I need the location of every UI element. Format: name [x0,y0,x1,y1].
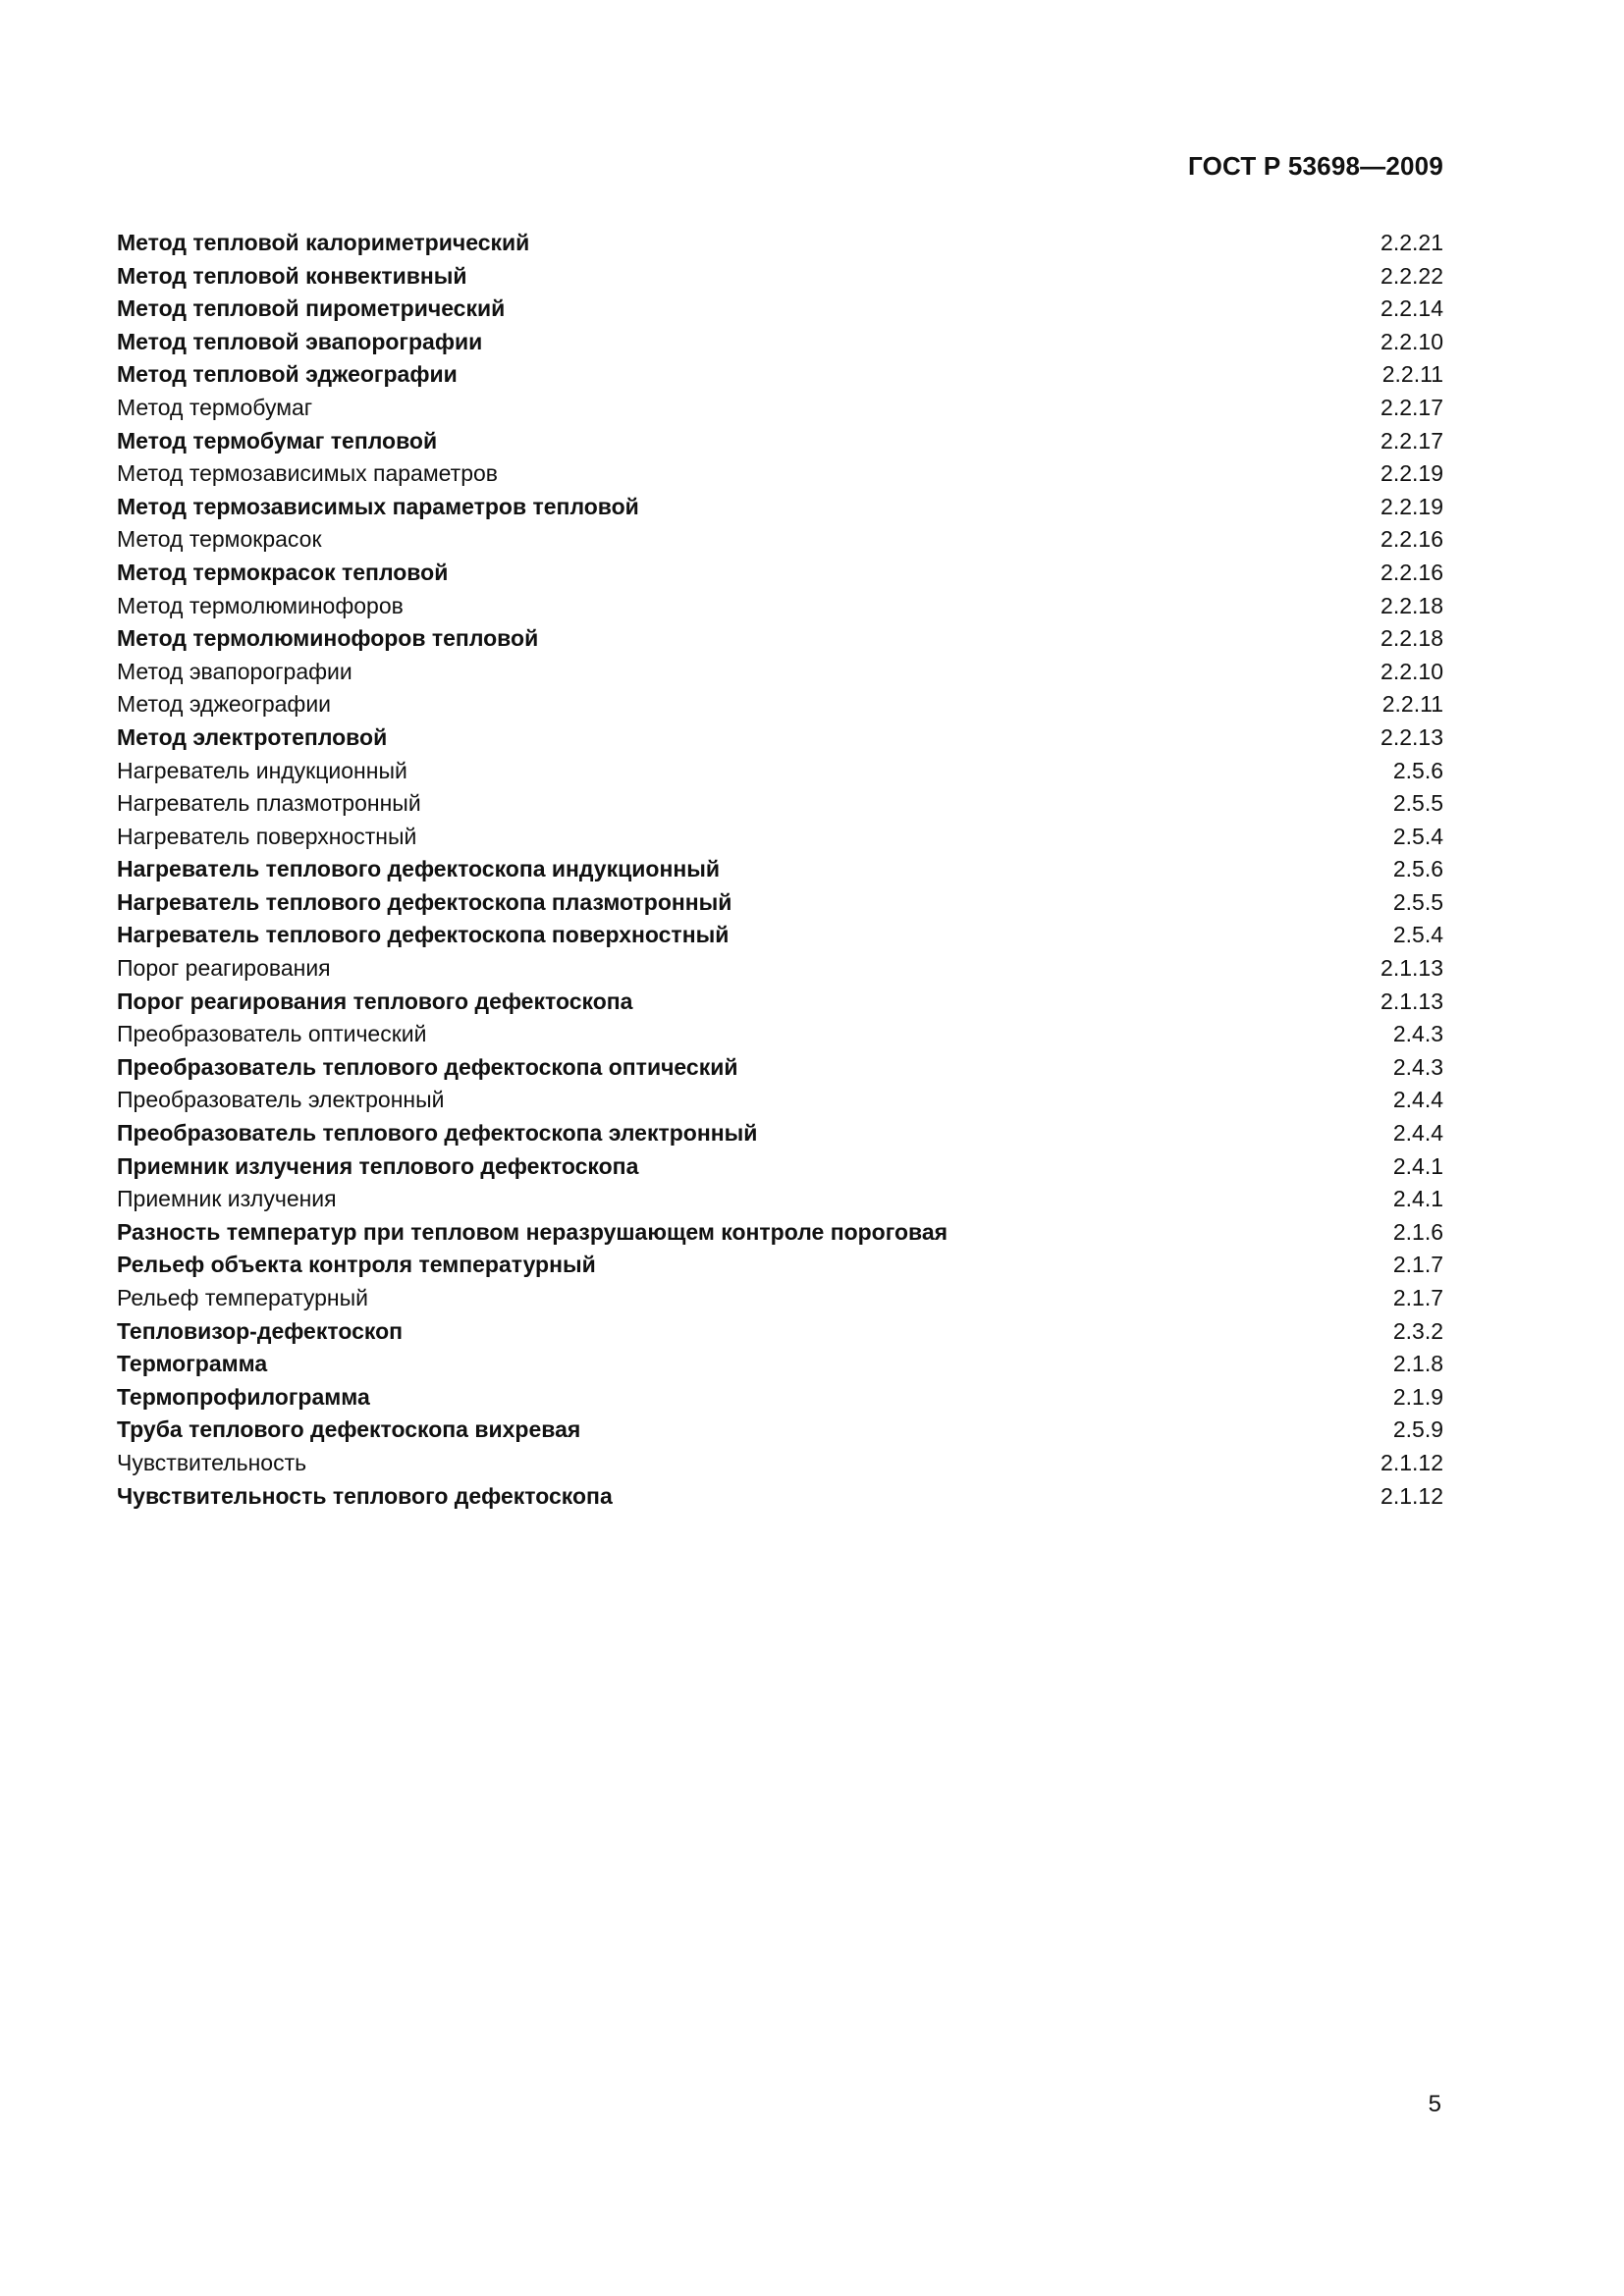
index-term: Метод термолюминофоров [117,592,404,618]
index-clause-ref: 2.1.9 [1392,1383,1443,1410]
index-term: Метод эджеографии [117,691,332,718]
index-clause-ref: 2.2.17 [1380,394,1443,420]
index-clause-ref: 2.2.16 [1380,526,1443,553]
index-clause-ref: 2.1.8 [1392,1351,1443,1377]
index-entry [117,787,1443,821]
index-clause-ref: 2.2.10 [1380,328,1443,354]
index-clause-ref: 2.2.17 [1380,427,1443,454]
index-term: Нагреватель теплового дефектоскопа поверхностный [117,922,730,948]
index-entry [117,1480,1443,1514]
index-term: Приемник излучения [117,1186,337,1212]
index-clause-ref: 2.5.4 [1392,922,1443,948]
index-term: Порог реагирования теплового дефектоскопа [117,988,633,1014]
index-term: Метод термозависимых параметров [117,460,499,487]
index-clause-ref: 2.1.12 [1380,1449,1443,1475]
index-term: Труба теплового дефектоскопа вихревая [117,1416,581,1443]
index-entry [117,886,1443,920]
index-term: Метод термокрасок тепловой [117,559,449,585]
index-clause-ref: 2.4.1 [1392,1152,1443,1179]
index-entry [117,919,1443,952]
index-clause-ref: 2.5.5 [1392,888,1443,915]
index-clause-ref: 2.2.13 [1380,723,1443,750]
index-clause-ref: 2.1.12 [1380,1482,1443,1509]
index-term: Метод термобумаг [117,394,313,420]
index-entry [117,853,1443,886]
index-entry [117,821,1443,854]
index-entry [117,1150,1443,1184]
index-term: Нагреватель теплового дефектоскопа плазмотронный [117,888,732,915]
index-term: Нагреватель поверхностный [117,823,417,849]
index-term: Тепловизор-дефектоскоп [117,1317,404,1344]
index-entry [117,590,1443,623]
index-clause-ref: 2.4.1 [1392,1186,1443,1212]
index-term: Чувствительность теплового дефектоскопа [117,1482,613,1509]
index-clause-ref: 2.5.6 [1392,757,1443,783]
index-clause-ref: 2.2.21 [1380,230,1443,255]
index-entry [117,425,1443,458]
index-entry [117,952,1443,986]
index-entry [117,721,1443,755]
alphabetical-index-list [117,227,1443,1513]
index-term: Метод тепловой конвективный [117,262,467,289]
document-code-header: ГОСТ Р 53698—2009 [1188,151,1443,181]
index-term: Преобразователь оптический [117,1021,427,1047]
index-clause-ref: 2.2.19 [1380,460,1443,487]
index-clause-ref: 2.4.3 [1392,1021,1443,1047]
index-clause-ref: 2.1.7 [1392,1252,1443,1278]
index-clause-ref: 2.4.3 [1392,1053,1443,1080]
index-term: Преобразователь теплового дефектоскопа электронный [117,1120,758,1147]
index-term: Метод термокрасок [117,526,322,553]
index-clause-ref: 2.2.11 [1381,691,1443,718]
index-clause-ref: 2.1.13 [1380,988,1443,1014]
index-entry [117,358,1443,392]
index-term: Метод тепловой эвапорографии [117,328,483,354]
index-entry [117,1348,1443,1381]
index-entry [117,1216,1443,1250]
index-entry [117,1315,1443,1349]
index-entry [117,1249,1443,1282]
index-clause-ref: 2.5.9 [1392,1416,1443,1443]
index-term: Нагреватель теплового дефектоскопа индукционный [117,856,721,882]
index-term: Рельеф температурный [117,1285,368,1310]
index-term: Метод тепловой калориметрический [117,230,530,255]
index-term: Метод тепловой пирометрический [117,295,506,322]
index-entry [117,622,1443,656]
index-entry [117,392,1443,425]
index-clause-ref: 2.2.19 [1380,493,1443,519]
index-clause-ref: 2.5.4 [1392,823,1443,849]
index-term: Нагреватель индукционный [117,757,407,783]
index-clause-ref: 2.1.6 [1392,1218,1443,1245]
index-entry [117,1447,1443,1480]
index-term: Рельеф объекта контроля температурный [117,1252,596,1278]
index-clause-ref: 2.3.2 [1392,1317,1443,1344]
index-clause-ref: 2.2.18 [1380,592,1443,618]
index-entry [117,457,1443,491]
index-term: Термограмма [117,1351,268,1377]
index-entry [117,491,1443,524]
index-entry [117,1084,1443,1117]
index-term: Метод термобумаг тепловой [117,427,438,454]
index-term: Нагреватель плазмотронный [117,790,421,817]
index-clause-ref: 2.2.18 [1380,625,1443,652]
index-term: Метод эвапорографии [117,658,352,684]
index-term: Разность температур при тепловом неразрушающем контроле пороговая [117,1218,948,1245]
index-clause-ref: 2.5.5 [1392,790,1443,817]
index-entry [117,260,1443,294]
index-term: Преобразователь электронный [117,1087,445,1113]
index-entry [117,1414,1443,1447]
index-entry [117,755,1443,788]
index-entry [117,523,1443,557]
index-entry [117,1117,1443,1150]
index-clause-ref: 2.2.14 [1380,295,1443,322]
index-entry [117,688,1443,721]
index-clause-ref: 2.2.22 [1380,262,1443,289]
index-term: Термопрофилограмма [117,1383,370,1410]
index-term: Метод электротепловой [117,723,388,750]
index-entry [117,326,1443,359]
index-entry [117,557,1443,590]
index-entry [117,293,1443,326]
index-term: Чувствительность [117,1449,307,1475]
index-term: Метод тепловой эджеографии [117,361,458,388]
index-clause-ref: 2.2.11 [1381,361,1443,388]
index-clause-ref: 2.2.16 [1380,559,1443,585]
index-entry [117,1282,1443,1315]
index-clause-ref: 2.1.13 [1380,955,1443,982]
index-clause-ref: 2.1.7 [1392,1285,1443,1310]
index-entry [117,1183,1443,1216]
index-entry [117,227,1443,260]
index-entry [117,986,1443,1019]
index-entry [117,1051,1443,1085]
index-clause-ref: 2.2.10 [1380,658,1443,684]
index-term: Приемник излучения теплового дефектоскопа [117,1152,639,1179]
index-entry [117,1381,1443,1415]
index-term: Метод термолюминофоров тепловой [117,625,539,652]
index-clause-ref: 2.4.4 [1392,1120,1443,1147]
index-clause-ref: 2.5.6 [1392,856,1443,882]
index-entry [117,1018,1443,1051]
page-number: 5 [1428,2091,1441,2117]
index-term: Порог реагирования [117,955,331,982]
index-clause-ref: 2.4.4 [1392,1087,1443,1113]
index-entry [117,656,1443,689]
index-term: Преобразователь теплового дефектоскопа оптический [117,1053,738,1080]
index-term: Метод термозависимых параметров тепловой [117,493,639,519]
